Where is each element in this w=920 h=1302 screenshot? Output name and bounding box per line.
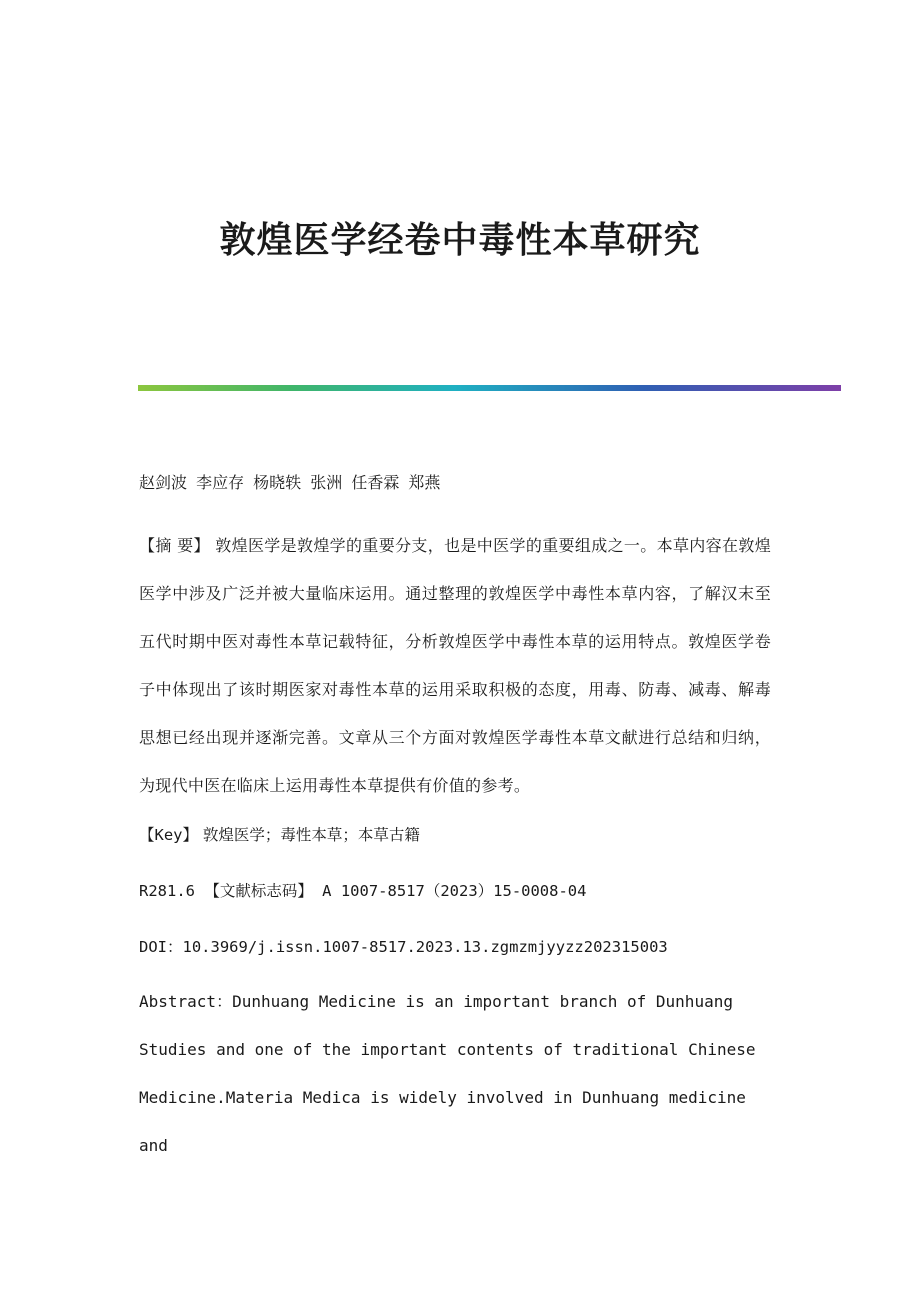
doi-line: DOI：10.3969/j.issn.1007-8517.2023.13.zgmzmjyyzz202315003 — [139, 938, 668, 956]
keywords-line — [139, 818, 771, 852]
keywords-text: 敦煌医学；毒性本草；本草古籍 — [198, 826, 420, 844]
abstract-text: 敦煌医学是敦煌学的重要分支，也是中医学的重要组成之一。本草内容在敦煌医学中涉及广泛并被大量临床运用。通过整理的敦煌医学中毒性本草内容，了解汉末至五代时期中医对毒性本草记载特征，分析敦煌医学中毒性本草的运用特点。敦煌医学卷子中体现出了该时期医家对毒性本草的运用采取积极的态度，用毒、防毒、减毒、解毒思想已经出现并逐渐完善。文章从三个方面对敦煌医学毒性本草文献进行总结和归纳，为现代中医在临床上运用毒性本草提供有价值的参考。 — [139, 536, 771, 795]
document-code-text: A 1007-8517（2023）15-0008-04 — [312, 882, 587, 900]
paper-body — [139, 466, 771, 1170]
paper-title: 敦煌医学经卷中毒性本草研究 — [219, 219, 701, 261]
classification-code: R281.6 — [139, 882, 205, 900]
classification-line — [139, 874, 771, 908]
abstract-label: 【摘 要】 — [139, 536, 210, 555]
document-code-label: 【文献标志码】 — [204, 882, 313, 900]
title-divider — [138, 385, 841, 391]
author-list: 赵剑波 李应存 杨晓轶 张洲 任香霖 郑燕 — [139, 473, 441, 492]
chinese-abstract — [139, 522, 771, 810]
keywords-label: 【Key】 — [139, 826, 198, 844]
english-abstract: Abstract：Dunhuang Medicine is an important branch of Dunhuang Studies and one of the important contents of traditional Chinese Medicine.Materia Medica is widely involved in Dunhuang medicine and — [139, 992, 756, 1155]
